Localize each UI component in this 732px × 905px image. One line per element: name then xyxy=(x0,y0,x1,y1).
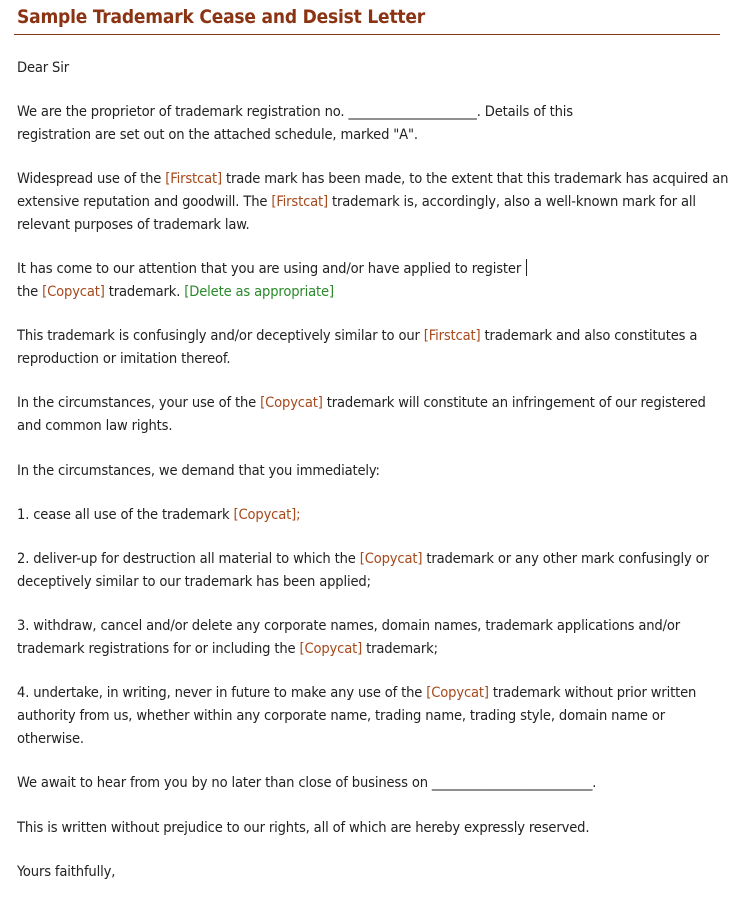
registration-line-1: We are the proprietor of trademark registration no. ____________________. Details of this xyxy=(17,103,573,121)
registration-line-2: registration are set out on the attached schedule, marked "A". xyxy=(17,126,418,144)
text: trademark or any other mark confusingly or deceptively similar to our trademark has been applied; xyxy=(17,550,709,590)
document-title: Sample Trademark Cease and Desist Letter xyxy=(17,6,426,28)
placeholder-copycat: [Copycat] xyxy=(42,283,105,301)
letter-body xyxy=(17,57,729,905)
paragraph-reputation xyxy=(17,168,729,236)
text: trademark without prior written authority from us, whether within any corporate name, trading name, trading style, domain name or otherwise. xyxy=(17,684,697,747)
paragraph-registration xyxy=(17,101,729,147)
text: trademark will constitute an infringement of our registered and common law rights. xyxy=(17,394,706,435)
paragraph-similarity xyxy=(17,325,729,371)
text: 4. undertake, in writing, never in future to make any use of the xyxy=(17,684,427,702)
text: the xyxy=(17,283,43,301)
text: 3. withdraw, cancel and/or delete any corporate names, domain names, trademark applications and/or trademark registrations for or including the xyxy=(17,617,680,658)
text: trademark is, accordingly, also a well-known mark for all relevant purposes of trademark law. xyxy=(17,193,696,233)
closing: Yours faithfully, xyxy=(17,862,116,880)
demand-item-4 xyxy=(17,682,729,750)
title-divider xyxy=(14,34,720,35)
placeholder-copycat: [Copycat]; xyxy=(233,505,301,523)
text: trademark and also constitutes a reproduction or imitation thereof. xyxy=(17,327,698,368)
text: This trademark is confusingly and/or deceptively similar to our xyxy=(17,327,424,345)
demand-item-2 xyxy=(17,548,729,594)
text-cursor xyxy=(526,259,527,276)
placeholder-firstcat: [Firstcat] xyxy=(271,193,329,211)
text: 1. cease all use of the trademark xyxy=(17,505,234,523)
placeholder-copycat: [Copycat] xyxy=(260,394,323,412)
paragraph-without-prejudice: This is written without prejudice to our rights, all of which are hereby expressly reserved. xyxy=(17,818,590,836)
paragraph-deadline: We await to hear from you by no later than close of business on _________________________. xyxy=(17,774,597,792)
text: Widespread use of the xyxy=(17,170,166,188)
text: trademark; xyxy=(362,640,438,658)
text: trade mark has been made, to the extent that this trademark has acquired an extensive reputation and goodwill. The xyxy=(17,170,729,211)
placeholder-firstcat: [Firstcat] xyxy=(423,327,481,345)
paragraph-demand: In the circumstances, we demand that you immediately: xyxy=(17,461,380,479)
text: It has come to our attention that you are using and/or have applied to register xyxy=(17,260,522,278)
editor-note: [Delete as appropriate] xyxy=(184,283,334,301)
placeholder-firstcat: [Firstcat] xyxy=(165,170,222,188)
placeholder-copycat: [Copycat] xyxy=(426,684,489,702)
paragraph-attention xyxy=(17,258,729,304)
demand-item-3 xyxy=(17,615,729,661)
salutation: Dear Sir xyxy=(17,59,69,76)
placeholder-copycat: [Copycat] xyxy=(359,550,423,568)
placeholder-copycat: [Copycat] xyxy=(299,640,363,658)
paragraph-infringement xyxy=(17,392,729,438)
text: trademark. xyxy=(104,283,185,301)
text: In the circumstances, your use of the xyxy=(17,394,261,412)
demand-item-1 xyxy=(17,504,729,527)
text: 2. deliver-up for destruction all material to which the xyxy=(17,550,360,568)
